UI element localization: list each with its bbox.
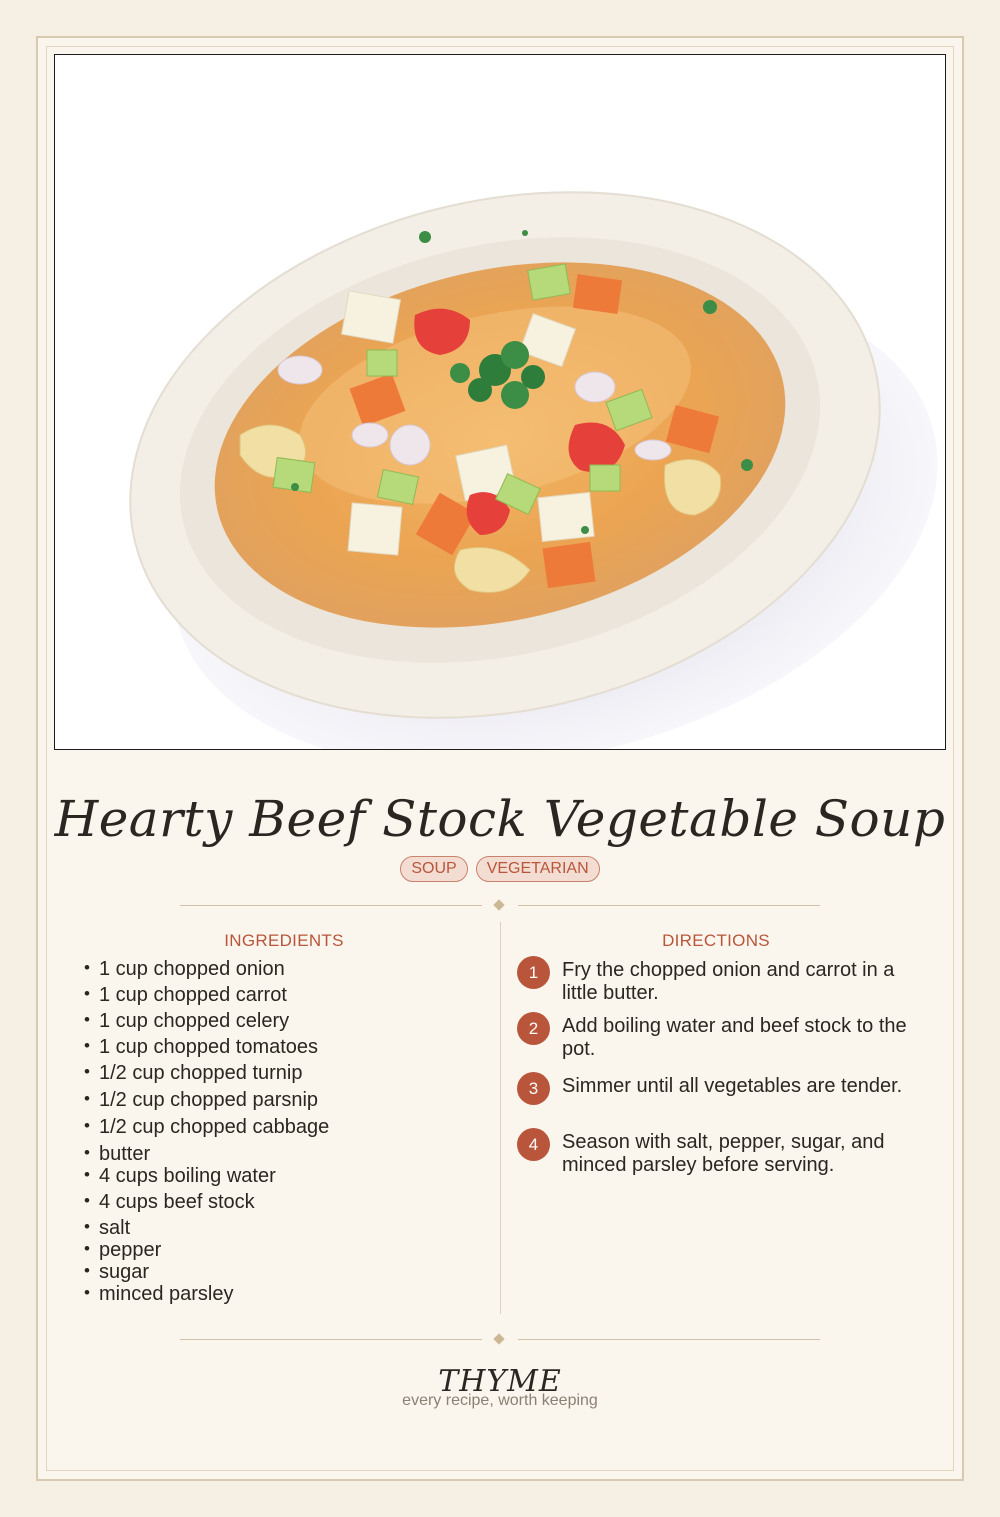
- tag-vegetarian[interactable]: VEGETARIAN: [476, 856, 600, 882]
- ingredient-item: • 1 cup chopped carrot: [84, 984, 287, 1007]
- ingredient-item: • butter: [84, 1143, 150, 1166]
- tag-soup[interactable]: SOUP: [400, 856, 467, 882]
- step-text: Simmer until all vegetables are tender.: [562, 1075, 903, 1097]
- step-text: Add boiling water and beef stock to the pot.: [562, 1015, 907, 1060]
- step-text: Fry the chopped onion and carrot in a little butter.: [562, 959, 895, 1004]
- ingredient-item: • 1 cup chopped tomatoes: [84, 1036, 318, 1059]
- ingredient-item: • 4 cups beef stock: [84, 1191, 255, 1214]
- ingredient-item: • 1 cup chopped onion: [84, 958, 285, 981]
- ingredient-item: • 4 cups boiling water: [84, 1165, 276, 1188]
- step-number-badge: 4: [517, 1128, 550, 1161]
- recipe-tags: [0, 856, 1000, 882]
- top-divider: [180, 899, 820, 913]
- ingredient-item: • 1/2 cup chopped parsnip: [84, 1089, 318, 1112]
- step-text: Season with salt, pepper, sugar, and minced parsley before serving.: [562, 1131, 885, 1176]
- ingredient-item: • sugar: [84, 1261, 149, 1284]
- ingredient-item: • 1/2 cup chopped cabbage: [84, 1116, 329, 1139]
- ingredient-item: • salt: [84, 1217, 130, 1240]
- step-number-badge: 2: [517, 1012, 550, 1045]
- ingredient-item: • 1/2 cup chopped turnip: [84, 1062, 303, 1085]
- step-number-badge: 3: [517, 1072, 550, 1105]
- recipe-title: Hearty Beef Stock Vegetable Soup: [54, 790, 946, 848]
- brand-tagline: every recipe, worth keeping: [402, 1392, 598, 1409]
- bottom-divider: [180, 1333, 820, 1347]
- soup-illustration: [55, 55, 946, 750]
- recipe-photo: [54, 54, 946, 750]
- diamond-ornament-icon: [493, 899, 504, 910]
- step-number-badge: 1: [517, 956, 550, 989]
- diamond-ornament-icon: [493, 1333, 504, 1344]
- ingredient-item: • 1 cup chopped celery: [84, 1010, 289, 1033]
- brand-logo: THYME: [438, 1364, 562, 1399]
- column-separator: [500, 922, 501, 1314]
- ingredient-item: • pepper: [84, 1239, 161, 1262]
- ingredients-heading: INGREDIENTS: [224, 931, 344, 950]
- directions-heading: DIRECTIONS: [662, 931, 770, 950]
- ingredient-item: • minced parsley: [84, 1283, 234, 1306]
